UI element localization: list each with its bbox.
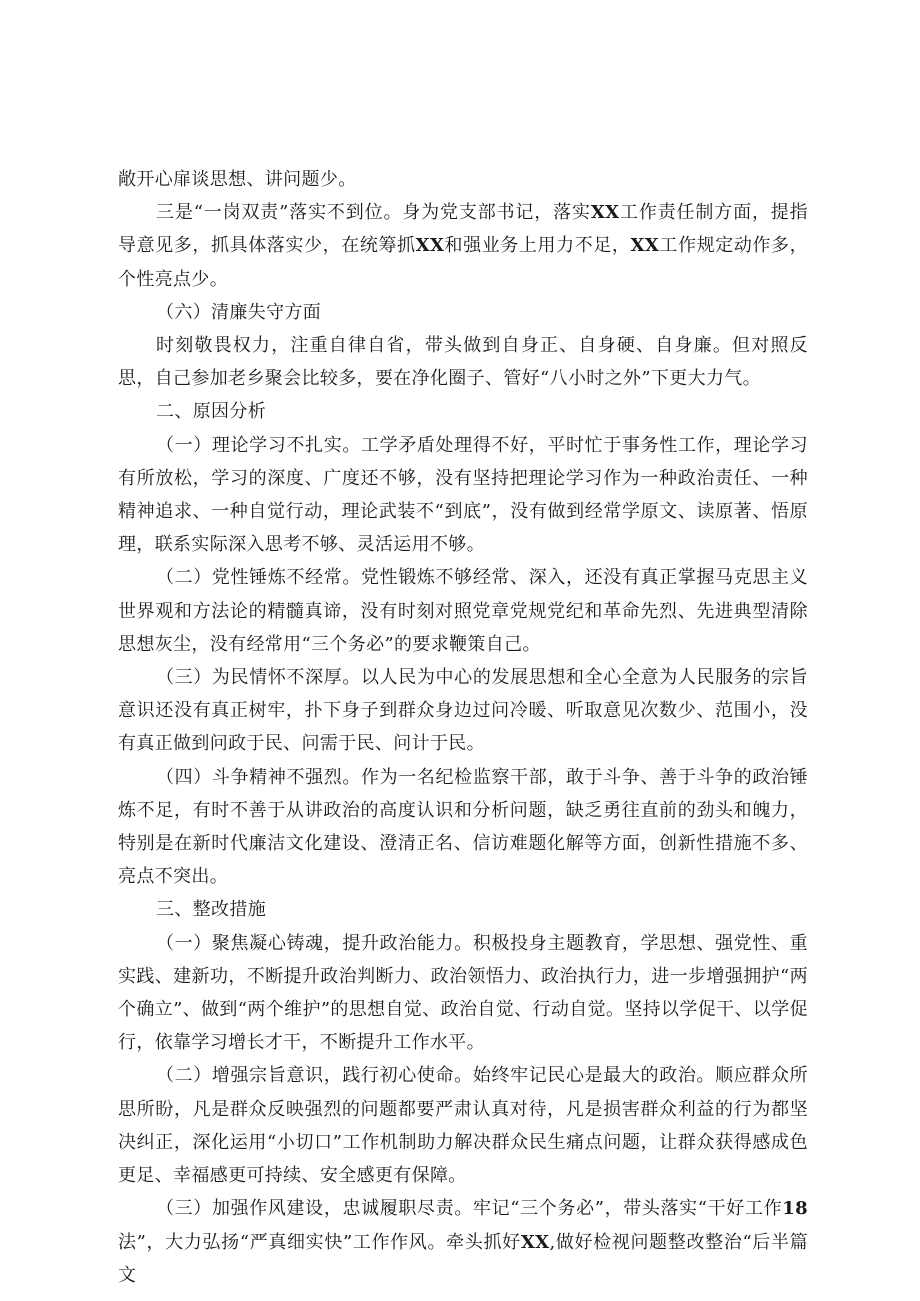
paragraph-1: 敞开心扉谈思想、讲问题少。	[118, 169, 357, 190]
section-heading-qinglian: （六）清廉失守方面	[156, 301, 322, 323]
paragraph-2: 三是“一岗双责”落实不到位。身为党支部书记，落实XX工作责任制方面，提指导意见多，抓具体落实少，在统筹抓XX和强业务上用力不足，XX工作规定动作多，个性亮点少。	[118, 202, 808, 290]
paragraph-measure-2: （二）增强宗旨意识，践行初心使命。始终牢记民心是最大的政治。顺应群众所思所盼，凡是群众反映强烈的问题都要严肃认真对待，凡是损害群众利益的行为都坚决纠正，深化运用“小切口”工作机制助力解决群众民生痛点问题，让群众获得感成色更足、幸福感更可持续、安全感更有保障。	[118, 1065, 808, 1187]
paragraph-3: 时刻敬畏权力，注重自律自省，带头做到自身正、自身硬、自身廉。但对照反思，自己参加老乡聚会比较多，要在净化圈子、管好“八小时之外”下更大力气。	[118, 335, 808, 390]
section-heading-reasons: 二、原因分析	[156, 401, 267, 423]
paragraph-reason-2: （二）党性锤炼不经常。党性锻炼不够经常、深入，还没有真正掌握马克思主义世界观和方法论的精髓真谛，没有时刻对照党章党规党纪和革命先烈、先进典型清除思想灰尘，没有经常用“三个务必”的要求鞭策自己。	[118, 567, 808, 655]
paragraph-measure-1: （一）聚焦凝心铸魂，提升政治能力。积极投身主题教育，学思想、强党性、重实践、建新功，不断提升政治判断力、政治领悟力、政治执行力，进一步增强拥护“两个确立”、做到“两个维护”的思想自觉、政治自觉、行动自觉。坚持以学促干、以学促行，依靠学习增长才干，不断提升工作水平。	[118, 932, 808, 1054]
paragraph-measure-3: （三）加强作风建设，忠诚履职尽责。牢记“三个务必”，带头落实“干好工作18法”，大力弘扬“严真细实快”工作作风。牵头抓好XX,做好检视问题整改整治“后半篇文	[118, 1198, 808, 1286]
paragraph-reason-4: （四）斗争精神不强烈。作为一名纪检监察干部，敢于斗争、善于斗争的政治锤炼不足，有时不善于从讲政治的高度认识和分析问题，缺乏勇往直前的劲头和魄力，特别是在新时代廉洁文化建设、澄清正名、信访难题化解等方面，创新性措施不多、亮点不突出。	[118, 766, 808, 888]
section-heading-measures: 三、整改措施	[156, 899, 267, 921]
paragraph-reason-1: （一）理论学习不扎实。工学矛盾处理得不好，平时忙于事务性工作，理论学习有所放松，学习的深度、广度还不够，没有坚持把理论学习作为一种政治责任、一种精神追求、一种自觉行动，理论武装不“到底”，没有做到经常学原文、读原著、悟原理，联系实际深入思考不够、灵活运用不够。	[118, 434, 808, 556]
paragraph-reason-3: （三）为民情怀不深厚。以人民为中心的发展思想和全心全意为人民服务的宗旨意识还没有真正树牢，扑下身子到群众身边过问冷暖、听取意见次数少、范围小，没有真正做到问政于民、问需于民、问计于民。	[118, 667, 808, 755]
